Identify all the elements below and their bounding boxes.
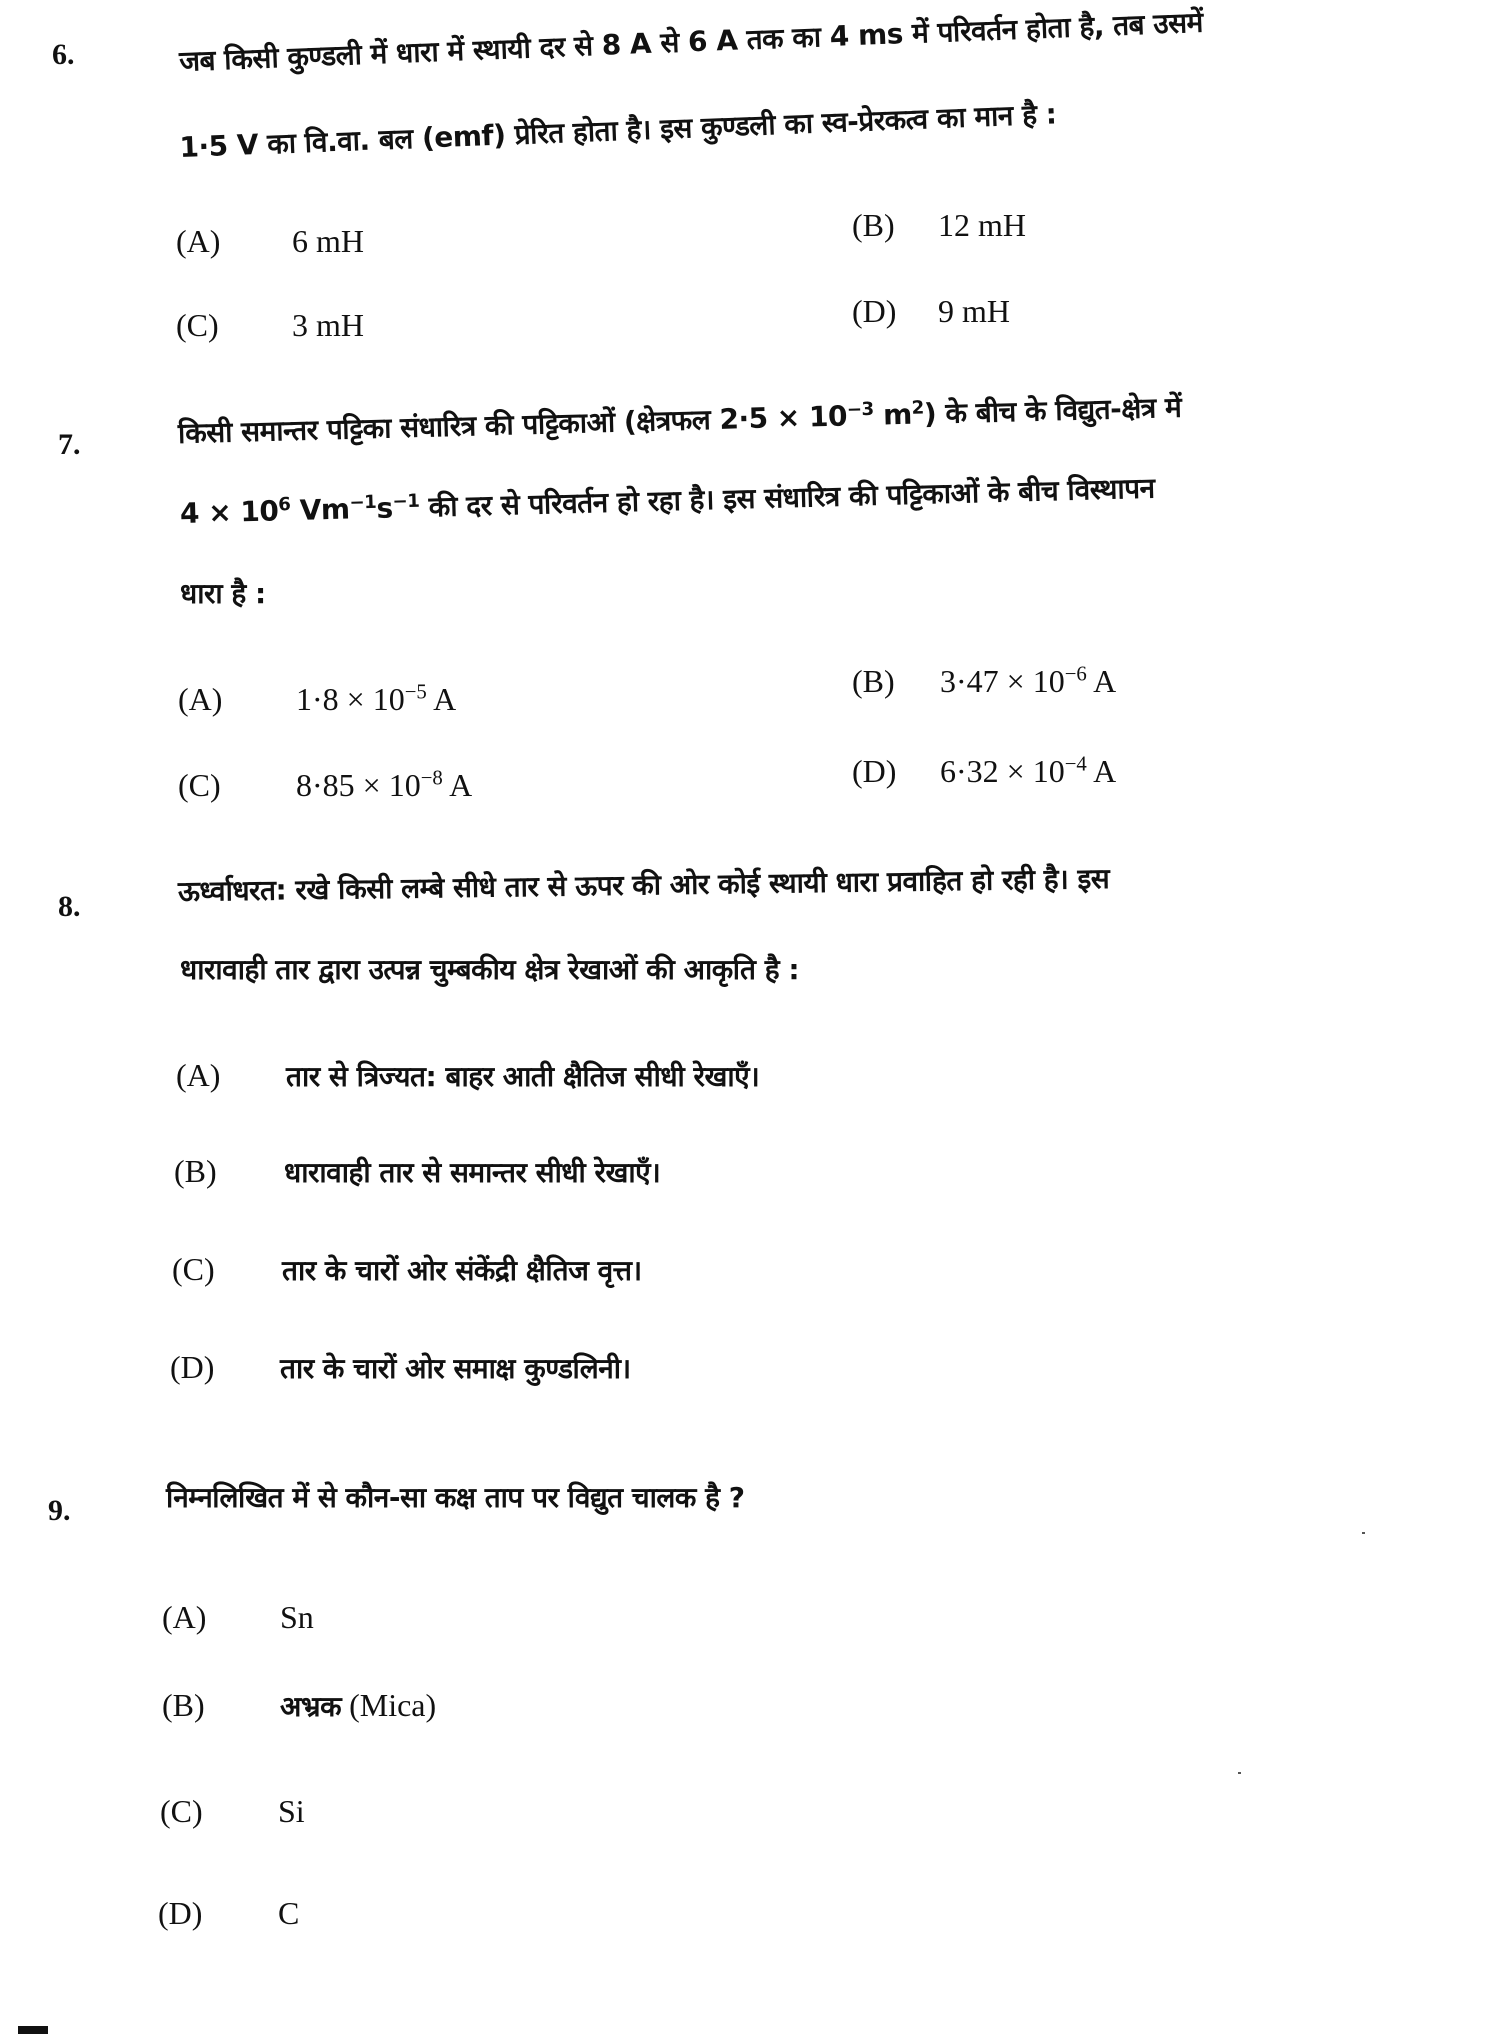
option-b[interactable] — [162, 1686, 436, 1725]
option-label: (D) — [158, 1895, 203, 1931]
question-text-line: जब किसी कुण्डली में धारा में स्थायी दर से 8 A से 6 A तक का 4 ms में परिवर्तन होता है, तब उसमें — [178, 5, 1204, 78]
option-label: (C) — [160, 1793, 203, 1829]
option-a[interactable] — [178, 680, 456, 718]
question-text-line: धारा है : — [180, 577, 266, 610]
option-label: (A) — [176, 1057, 221, 1093]
option-b[interactable] — [174, 1152, 660, 1191]
option-label: (A) — [176, 223, 221, 259]
option-value-hindi: अभ्रक — [280, 1690, 342, 1723]
option-value: C — [278, 1895, 300, 1931]
option-a[interactable] — [176, 222, 364, 260]
option-a[interactable] — [176, 1056, 759, 1095]
option-d[interactable] — [852, 752, 1116, 790]
option-value: 3 mH — [292, 307, 364, 343]
option-value: $3\cdot 47 \times 10^{-6}$ A — [940, 662, 1117, 699]
option-label: (B) — [852, 663, 895, 699]
option-label: (B) — [174, 1153, 217, 1189]
question-number: 6. — [52, 38, 75, 71]
option-value: $1\cdot 8 \times 10^{-5}$ A — [296, 680, 457, 717]
option-value: 6 mH — [292, 223, 364, 259]
option-value-english: (Mica) — [341, 1687, 437, 1723]
option-value: $6\cdot 32 \times 10^{-4}$ A — [940, 752, 1117, 789]
question-text-line: ऊर्ध्वाधरत: रखे किसी लम्बे सीधे तार से ऊपर की ओर कोई स्थायी धारा प्रवाहित हो रही है। इस — [177, 861, 1110, 908]
option-d[interactable] — [158, 1894, 299, 1932]
option-value: तार से त्रिज्यत: बाहर आती क्षैतिज सीधी रेखाएँ। — [286, 1060, 760, 1093]
option-label: (D) — [170, 1349, 215, 1385]
option-b[interactable] — [852, 662, 1116, 700]
question-number: 8. — [58, 890, 81, 923]
option-value: Si — [278, 1793, 305, 1829]
question-text-line: 1·5 V का वि.वा. बल (emf) प्रेरित होता है। इस कुण्डली का स्व-प्रेरकत्व का मान है : — [178, 97, 1058, 164]
option-c[interactable] — [176, 306, 364, 344]
option-value: तार के चारों ओर संकेंद्री क्षैतिज वृत्त। — [282, 1254, 642, 1287]
option-c[interactable] — [172, 1250, 642, 1289]
page-corner-mark — [18, 2026, 48, 2034]
option-d[interactable] — [852, 292, 1010, 330]
option-a[interactable] — [162, 1598, 314, 1636]
option-value: 9 mH — [938, 293, 1010, 329]
option-value: 12 mH — [938, 207, 1026, 243]
option-label: (D) — [852, 753, 897, 789]
option-value: Sn — [280, 1599, 314, 1635]
question-text-line: $4 \times 10^6$ $Vm^{-1}s^{-1}$ की दर से परिवर्तन हो रहा है। इस संधारित्र की पट्टिकाओं के बीच विस्थापन — [179, 471, 1156, 530]
option-c[interactable] — [160, 1792, 305, 1830]
option-label: (C) — [178, 767, 221, 803]
option-value: धारावाही तार से समान्तर सीधी रेखाएँ। — [284, 1156, 661, 1189]
question-number: 7. — [58, 428, 81, 461]
option-d[interactable] — [170, 1348, 631, 1387]
option-label: (A) — [178, 681, 223, 717]
question-text-line: किसी समान्तर पट्टिका संधारित्र की पट्टिकाओं (क्षेत्रफल $2\cdot 5 \times 10^{-3}$ $m^2$) के बीच के विद्युत-क्षेत्र में — [177, 390, 1182, 450]
scan-speck — [1238, 1772, 1241, 1774]
option-b[interactable] — [852, 206, 1026, 244]
option-value: $8\cdot 85 \times 10^{-8}$ A — [296, 766, 473, 803]
option-label: (B) — [162, 1687, 205, 1723]
question-text-line: निम्नलिखित में से कौन-सा कक्ष ताप पर विद्युत चालक है ? — [166, 1481, 745, 1514]
option-label: (A) — [162, 1599, 207, 1635]
option-c[interactable] — [178, 766, 472, 804]
question-text-line: धारावाही तार द्वारा उत्पन्न चुम्बकीय क्षेत्र रेखाओं की आकृति है : — [180, 953, 800, 986]
scan-speck — [1362, 1532, 1365, 1534]
option-label: (B) — [852, 207, 895, 243]
option-value: तार के चारों ओर समाक्ष कुण्डलिनी। — [280, 1352, 631, 1385]
question-number: 9. — [48, 1494, 71, 1527]
option-label: (C) — [172, 1251, 215, 1287]
option-label: (C) — [176, 307, 219, 343]
option-label: (D) — [852, 293, 897, 329]
